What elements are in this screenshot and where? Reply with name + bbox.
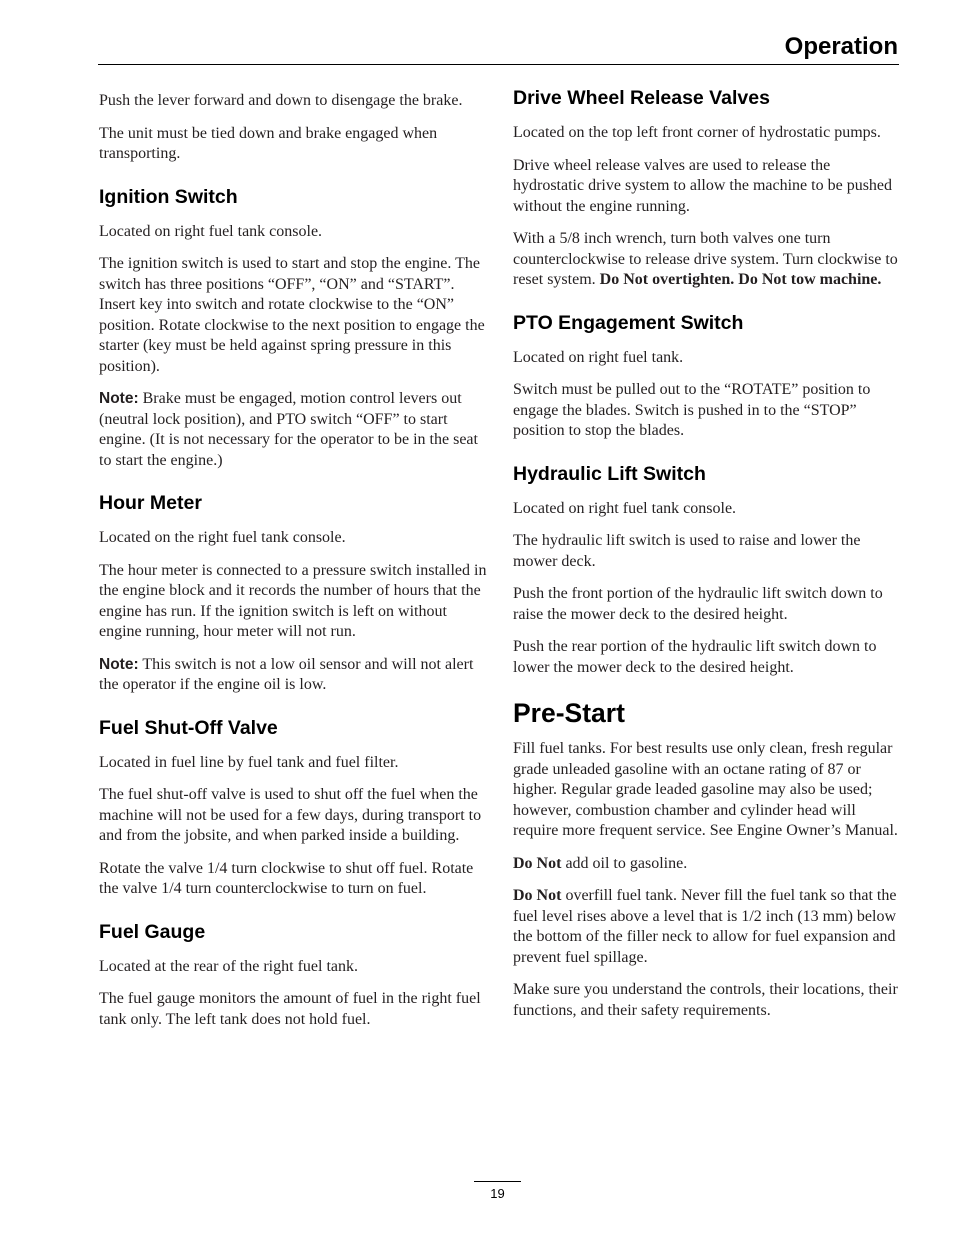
note-text: This switch is not a low oil sensor and will not alert the operator if the engine oil is low. — [99, 655, 474, 693]
ignition-location-text: Located on right fuel tank console. — [99, 222, 323, 240]
page-header-title: Operation — [784, 33, 898, 60]
fuel-gauge-location-text: Located at the rear of the right fuel tank. — [99, 957, 358, 975]
release-warning: Do Not overtighten. Do Not tow machine. — [599, 271, 882, 288]
lift-lower-text: Push the rear portion of the hydraulic lift switch down to lower the mower deck to the desired height. — [513, 638, 877, 676]
note-label: Note: — [99, 390, 139, 407]
overfill-text: overfill fuel tank. Never fill the fuel tank so that the fuel level rises above a level that is 1/2 inch (13 mm) below the bottom of the filler neck to allow for fuel expansion and prevent fuel spillage. — [513, 887, 897, 966]
lift-location-text: Located on right fuel tank console. — [513, 499, 737, 517]
right-column — [513, 86, 901, 1033]
ignition-description-text: The ignition switch is used to start and stop the engine. The switch has three positions “OFF”, “ON” and “START”. Insert key into switch and rotate clockwise to the “ON” position. Rotate clockwise to the next position to engage the starter (key must be held against spring pressure in this position). — [99, 255, 485, 375]
oil-text: add oil to gasoline. — [561, 854, 688, 872]
fuel-valve-description-text: The fuel shut-off valve is used to shut off the fuel when the machine will not be used for a few days, during transport to and from the jobsite, and when parked inside a building. — [99, 786, 482, 844]
left-column — [99, 91, 487, 1042]
pre-start-heading: Pre-Start — [513, 698, 625, 728]
fuel-gauge-heading: Fuel Gauge — [99, 920, 206, 943]
hour-meter-description-text: The hour meter is connected to a pressure switch installed in the engine block and it records the number of hours that the engine has run. If the ignition switch is left on without engine running, hour meter will not run. — [99, 561, 487, 640]
release-description-text: Drive wheel release valves are used to release the hydrostatic drive system to allow the machine to be pushed without the engine running. — [513, 156, 893, 215]
footer-divider — [474, 1181, 521, 1182]
do-not-label: Do Not — [513, 887, 562, 904]
release-wrench-text — [513, 229, 901, 291]
drive-wheel-release-heading: Drive Wheel Release Valves — [513, 87, 770, 109]
fuel-valve-rotate-text: Rotate the valve 1/4 turn clockwise to shut off fuel. Rotate the valve 1/4 turn counterclockwise to turn on fuel. — [99, 859, 474, 897]
pto-location-text: Located on right fuel tank. — [513, 348, 684, 366]
prestart-fuel-text: Fill fuel tanks. For best results use only clean, fresh regular grade unleaded gasoline with an octane rating of 87 or higher. Regular grade leaded gasoline may also be used; however, combustion chamber and cylinder head will require more frequent service. See Engine Owner’s Manual. — [513, 740, 898, 839]
pto-switch-heading: PTO Engagement Switch — [513, 311, 744, 334]
release-location-text: Located on the top left front corner of hydrostatic pumps. — [513, 124, 881, 141]
header-divider — [98, 64, 899, 65]
release-instructions: With a 5/8 inch wrench, turn both valves one turn counterclockwise to release drive system. Turn clockwise to reset system. — [513, 230, 898, 288]
note-label: Note: — [99, 655, 139, 673]
pto-description-text: Switch must be pulled out to the “ROTATE” position to engage the blades. Switch is pushed in to the “STOP” position to stop the blades. — [513, 381, 871, 439]
lift-description-text: The hydraulic lift switch is used to raise and lower the mower deck. — [513, 532, 861, 570]
prestart-overfill-text — [513, 886, 901, 968]
prestart-oil-text — [513, 854, 901, 875]
hour-meter-location-text: Located on the right fuel tank console. — [99, 529, 346, 546]
note-text: Brake must be engaged, motion control levers out (neutral lock position), and PTO switch “OFF” to start engine. (It is not necessary for the operator to be in the seat to start the engine.) — [99, 390, 478, 469]
hour-meter-note — [99, 655, 487, 696]
hydraulic-lift-heading: Hydraulic Lift Switch — [513, 462, 706, 485]
ignition-note — [99, 389, 487, 471]
do-not-label: Do Not — [513, 854, 562, 872]
lift-raise-text: Push the front portion of the hydraulic lift switch down to raise the mower deck to the desired height. — [513, 585, 883, 623]
transport-text: The unit must be tied down and brake engaged when transporting. — [99, 124, 438, 162]
fuel-valve-location-text: Located in fuel line by fuel tank and fuel filter. — [99, 753, 399, 771]
brake-disengage-text: Push the lever forward and down to disengage the brake. — [99, 92, 463, 109]
fuel-shutoff-valve-heading: Fuel Shut-Off Valve — [99, 716, 278, 739]
fuel-gauge-description-text: The fuel gauge monitors the amount of fuel in the right fuel tank only. The left tank does not hold fuel. — [99, 990, 481, 1028]
page-number: 19 — [490, 1186, 505, 1201]
prestart-controls-text: Make sure you understand the controls, their locations, their functions, and their safety requirements. — [513, 981, 898, 1019]
hour-meter-heading: Hour Meter — [99, 492, 202, 514]
ignition-switch-heading: Ignition Switch — [99, 185, 238, 208]
